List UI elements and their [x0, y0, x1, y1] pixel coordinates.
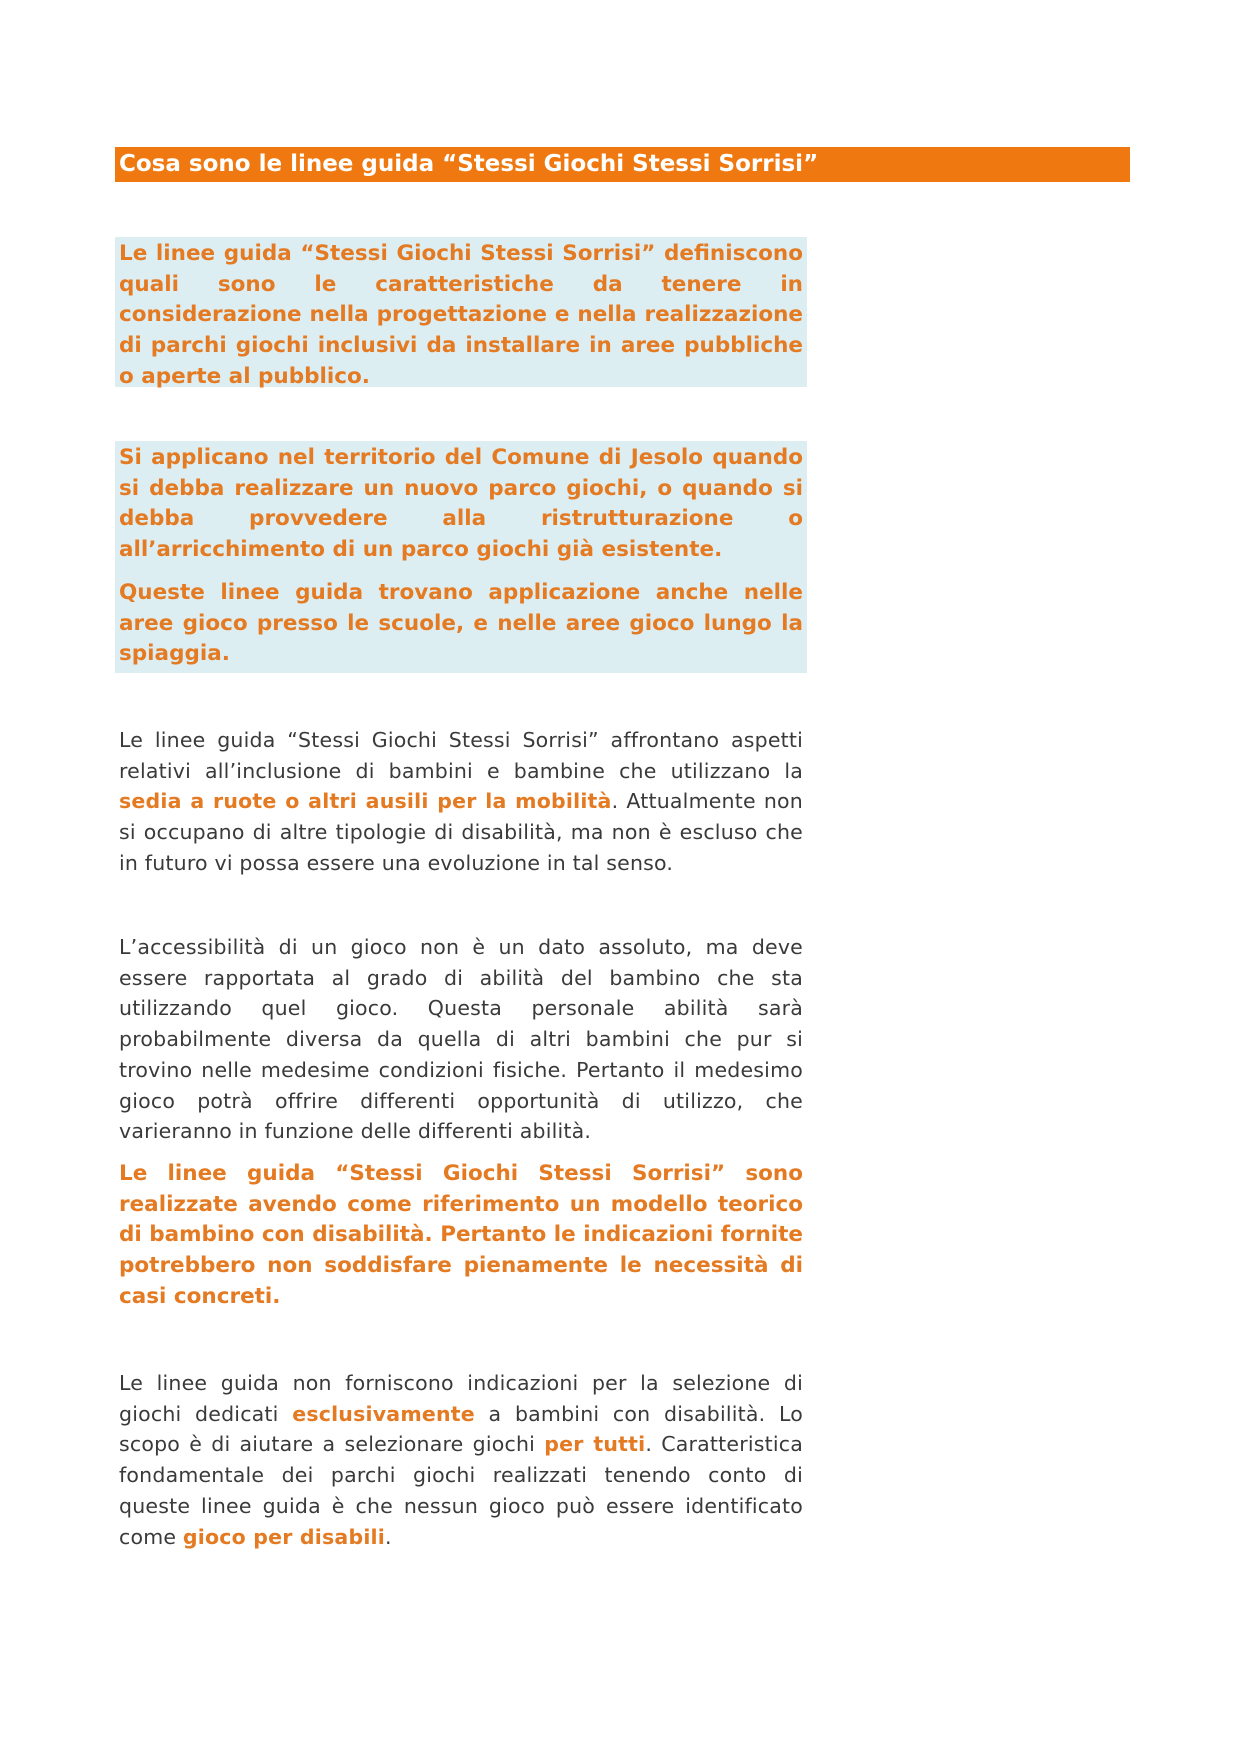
purpose-text-c: a bambini con disabilità. Lo scopo è di aiutare a selezionare giochi [119, 1401, 804, 1457]
inclusion-section [119, 725, 803, 879]
purpose-emphasis-for-all: per tutti [544, 1432, 646, 1457]
purpose-emphasis-exclusively: esclusivamente [292, 1401, 475, 1426]
purpose-section [119, 1368, 803, 1552]
purpose-text-a: Le linee guida non forniscono indicazioni per la selezione di giochi dedicati [119, 1371, 803, 1426]
inclusion-emphasis: sedia a ruote o altri ausili per la mobilità [119, 789, 612, 814]
inclusion-paragraph [119, 725, 803, 879]
inclusion-text-a: Le linee guida “Stessi Giochi Stessi Sorrisi” affrontano aspetti relativi all’inclusione di bambini e bambine che utilizzano la [119, 728, 803, 783]
highlight-box-definition [115, 237, 807, 387]
purpose-text-g: . [385, 1524, 392, 1549]
accessibility-section [119, 932, 803, 1312]
scope-paragraph: Si applicano nel territorio del Comune di Jesolo quando si debba realizzare un nuovo parco giochi, o quando si debba provvedere alla ristrutturazione o all’arricchimento di un parco giochi già esistente. [119, 445, 803, 563]
purpose-paragraph [119, 1368, 803, 1552]
inclusion-text-c: . Attualmente non si occupano di altre tipologie di disabilità, ma non è escluso che in futuro vi possa essere una evoluzione in tal senso. [119, 789, 803, 875]
disclaimer-paragraph: Le linee guida “Stessi Giochi Stessi Sorrisi” sono realizzate avendo come riferimento un modello teorico di bambino con disabilità. Pertanto le indicazioni fornite potrebbero non soddisfare pienamente le necessità di casi concreti. [119, 1160, 803, 1309]
accessibility-paragraph: L’accessibilità di un gioco non è un dato assoluto, ma deve essere rapportata al grado di abilità del bambino che sta utilizzando quel gioco. Questa personale abilità sarà probabilmente diversa da quella di altri bambini che pur si trovino nelle medesime condizioni fisiche. Pertanto il medesimo gioco potrà offrire differenti opportunità di utilizzo, che varieranno in funzione delle differenti abilità. [119, 935, 803, 1144]
definition-paragraph: Le linee guida “Stessi Giochi Stessi Sorrisi” definiscono quali sono le caratteristiche da tenere in considerazione nella progettazione e nella realizzazione di parchi giochi inclusivi da installare in aree pubbliche o aperte al pubblico. [119, 241, 803, 389]
purpose-text-e: . Caratteristica fondamentale dei parchi giochi realizzati tenendo conto di queste linee guida è che nessun gioco può essere identificato come [119, 1432, 803, 1549]
purpose-emphasis-disabled-game: gioco per disabili [182, 1524, 385, 1549]
highlight-box-scope [115, 441, 807, 673]
section-title: Cosa sono le linee guida “Stessi Giochi Stessi Sorrisi” [115, 147, 1130, 182]
application-paragraph: Queste linee guida trovano applicazione anche nelle aree gioco presso le scuole, e nelle aree gioco lungo la spiaggia. [119, 579, 803, 667]
